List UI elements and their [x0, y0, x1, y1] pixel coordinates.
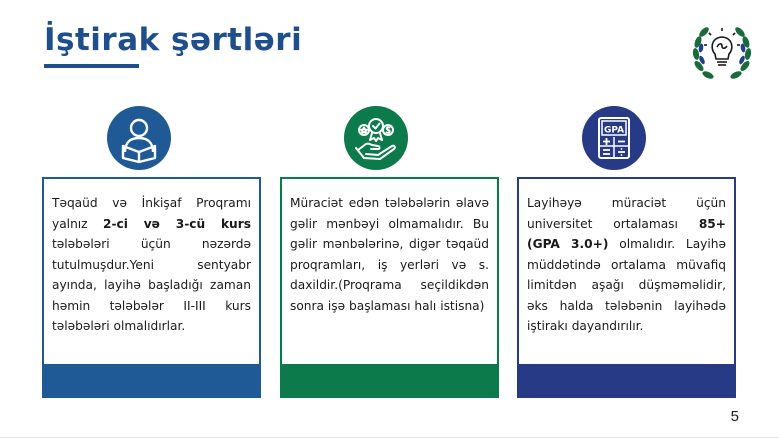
- body-text: olmalıdır. Layihə müddətində ortalama müvafiq limitdən aşağı düşməməlidir, əks halda tələbənin layihədə iştirakı dayandırılır.: [527, 237, 727, 333]
- card-color-bar: [42, 364, 261, 398]
- body-text: Müraciət edən tələbələrin əlavə gəlir mənbəyi olmamalıdır. Bu gəlir mənbələrinə, digər təqaüd proqramları, iş yerləri və s. daxildir.(Proqrama seçildikdən sonra işə başlaması halı istisna): [290, 196, 489, 313]
- card-color-bar: [280, 364, 499, 398]
- student-reading-icon: [107, 106, 171, 170]
- gpa-calculator-icon: [582, 106, 646, 170]
- page-title: İştirak şərtləri: [44, 22, 303, 58]
- emphasized-text: 2-ci və 3-cü kurs: [103, 216, 251, 231]
- condition-card-gpa: [517, 177, 736, 398]
- laurel-lightbulb-logo: [686, 14, 758, 86]
- page-number: 5: [730, 408, 739, 425]
- card-text: [290, 193, 489, 316]
- emphasized-text: 85+ (GPA 3.0+): [527, 216, 726, 251]
- condition-card-income: [280, 177, 499, 398]
- title-underline: [44, 64, 139, 68]
- card-text: [527, 193, 726, 337]
- body-text: Layihəyə müraciət üçün universitet ortalaması: [527, 196, 726, 231]
- gpa-label: GPA: [603, 125, 625, 136]
- footer-divider: [0, 437, 779, 438]
- card-color-bar: [517, 364, 736, 398]
- body-text: Təqaüd və İnkişaf Proqramı yalnız: [52, 196, 251, 231]
- condition-card-course: [42, 177, 261, 398]
- body-text: tələbələri üçün nəzərdə tutulmuşdur.Yeni sentyabr ayında, layihə başladığı zaman həmin tələbələr II-III kurs tələbələri olmalıdırlar.: [52, 237, 251, 333]
- card-text: [52, 193, 251, 337]
- hand-awards-icon: [344, 106, 408, 170]
